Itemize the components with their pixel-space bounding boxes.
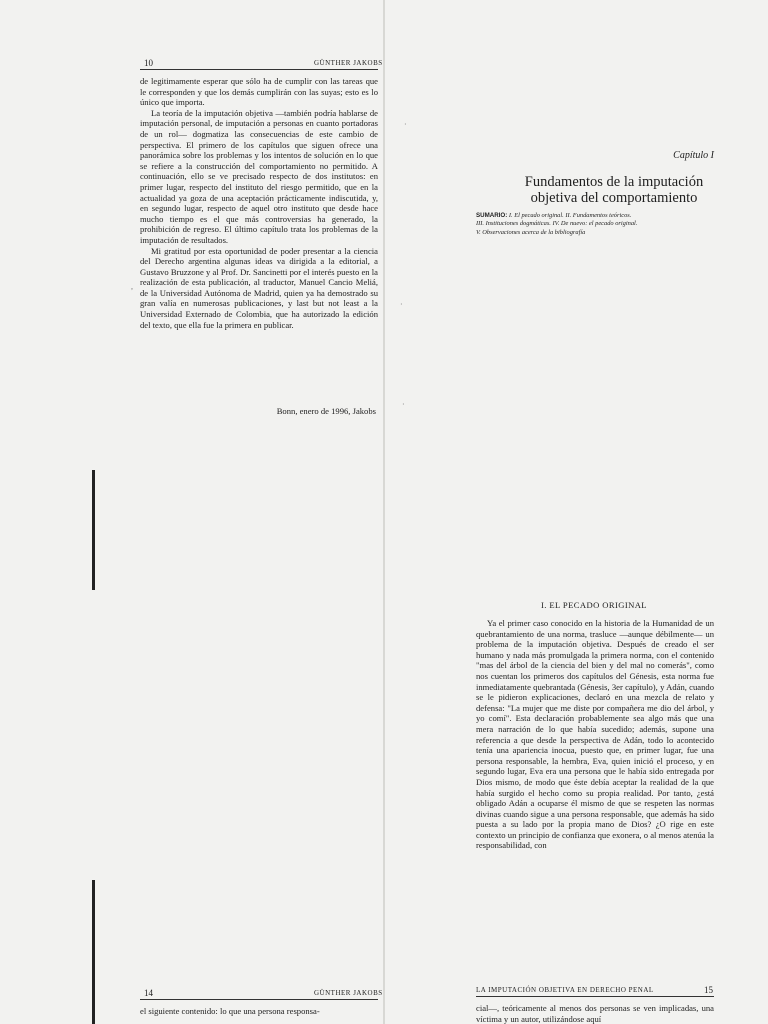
paragraph: Ya el primer caso conocido en la historia de la Humanidad de un quebrantamiento de una norma, trasluce —aunque débilmente— un problema de la imputación objetiva. Después de creado el ser humano y nada más promulgada la primera norma, con el contenido "mas del árbol de la ciencia del bien y del mal no comerás", como nos cuentan los primeros dos capítulos del Génesis, esta norma fue inmediatamente quebrantada (Génesis, 3er capítulo), y Adán, cuando se le pidieron explicaciones, declaró en una mezcla de relato y defensa: "La mujer que me diste por compañera me dio del árbol, y yo comí". Esta declaración probablemente sea algo más que una mera narración de lo que había sucedido; además, supone una referencia a que desde la perspectiva de Adán, todo lo acontecido tenía una apariencia inocua, puesto que, en primer lugar, fue una persona responsable, la hembra, Eva, quien inició el proceso, y en segundo lugar, Eva era una persona que le había sido entregada por Dios mismo, de modo que éste debía aceptar la realidad de la que había surgido el hecho como su propia realidad. Por tanto, ¿está obligado Adán a ocuparse él mismo de que se respeten las normas divinas cuando sigue a una persona responsable, que además ha sido puesta a su lado por la propia mano de Dios? ¿O rige en este contexto un principio de confianza que exonera, o al menos atenúa la responsabilidad, con <box>476 618 714 851</box>
header-rule <box>476 996 714 997</box>
running-head: LA IMPUTACIÓN OBJETIVA EN DERECHO PENAL <box>476 986 654 994</box>
binding-edge <box>92 470 95 590</box>
running-head: GÜNTHER JAKOBS <box>314 989 383 997</box>
scan-speck: · <box>400 300 403 309</box>
paragraph: el siguiente contenido: lo que una persona responsa- <box>140 1006 320 1016</box>
chapter-title-line-1: Fundamentos de la imputación <box>524 174 704 190</box>
paragraph: La teoría de la imputación objetiva —también podría hablarse de imputación personal, de imputación a personas en cuanto portadoras de un rol— dogmatiza las consecuencias de este cambio de perspectiva. El primero de los capítulos que siguen ofrece una panorámica sobre los problemas y los intentos de solución en lo que se refiere a la construcción del comportamiento no permitido. A continuación, ello se ve precisado respecto de dos institutos: en primer lugar, respecto del instituto del riesgo permitido, que en la actualidad ya goza de una aceptación prácticamente indiscutida, y, en segundo lugar, respecto de aquel otro instituto que desde hace mucho tiempo es el que más controversias ha generado, la prohibición de regreso. El último capítulo trata los problemas de la imputación de resultados. <box>140 107 378 245</box>
summary-line: III. Instituciones dogmáticas. IV. De nuevo: el pecado original. <box>476 220 638 228</box>
running-head: GÜNTHER JAKOBS <box>314 59 383 67</box>
scan-speck: , <box>131 282 133 291</box>
summary-line: I. El pecado original. II. Fundamentos teóricos. <box>508 212 632 219</box>
chapter-title-line-2: objetiva del comportamiento <box>530 190 698 206</box>
signature: Bonn, enero de 1996, Jakobs <box>276 406 376 416</box>
paragraph: Mi gratitud por esta oportunidad de poder presentar a la ciencia del Derecho argentina algunas ideas va dirigida a la editorial, a Gustavo Bruzzone y al Prof. Dr. Sancinetti por el interés puesto en la realización de esta publicación, al traductor, Manuel Cancio Meliá, de la Universidad Autónoma de Madrid, quien ya ha demostrado su gran valía en numerosas publicaciones, y last but not least a la Universidad Externado de Colombia, que ha autorizado la edición del texto, que ella fue la primera en publicar. <box>140 245 378 330</box>
body-text <box>140 76 378 330</box>
header-rule <box>140 999 378 1000</box>
page-fold <box>383 0 385 1024</box>
page-15 <box>384 470 768 1024</box>
page-10 <box>0 0 384 470</box>
body-text <box>476 618 714 851</box>
summary-line: V. Observaciones acerca de la bibliografía <box>476 228 586 236</box>
body-text <box>476 1003 714 1024</box>
page-14 <box>0 470 384 1024</box>
page-number: 10 <box>144 58 153 68</box>
body-text <box>140 1006 378 1017</box>
binding-edge <box>92 880 95 1024</box>
paragraph: de legitimamente esperar que sólo ha de cumplir con las tareas que le corresponden y que los demás cumplirán con las suyas; esto es lo único que importa. <box>140 76 378 108</box>
section-title: I. EL PECADO ORIGINAL <box>541 600 647 610</box>
paragraph: cial—, teóricamente al menos dos personas se ven implicadas, una víctima y un autor, utilizándose aquí <box>476 1003 714 1024</box>
scan-speck: · <box>402 400 405 409</box>
chapter-label: Capítulo I <box>673 150 714 161</box>
chapter-summary <box>476 212 716 237</box>
page-11 <box>384 0 768 470</box>
page-number: 14 <box>144 988 153 998</box>
summary-label: SUMARIO: <box>476 212 508 219</box>
scan-speck: · <box>404 120 407 129</box>
header-rule <box>140 69 378 70</box>
page-number: 15 <box>704 985 713 995</box>
